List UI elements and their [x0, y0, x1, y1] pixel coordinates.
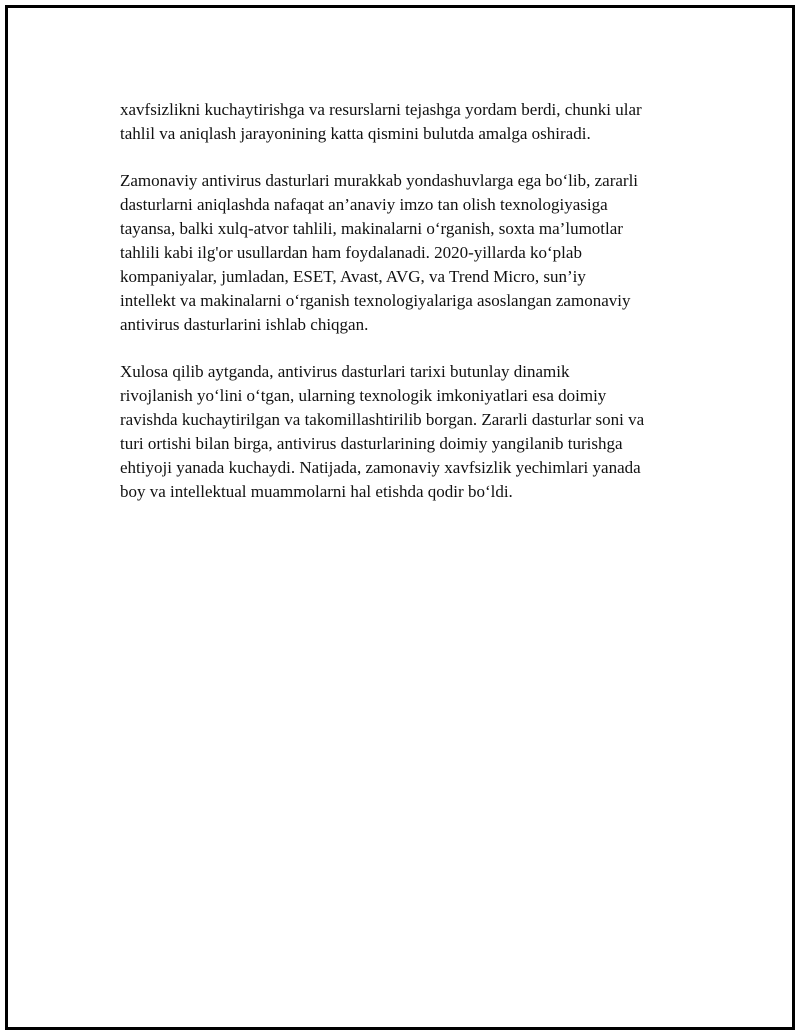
- text-line: boy va intellektual muammolarni hal etishda qodir bo‘ldi.: [120, 482, 513, 501]
- paragraph-2: [120, 169, 700, 337]
- text-line: antivirus dasturlarini ishlab chiqgan.: [120, 315, 369, 334]
- text-line: tayansa, balki xulq-atvor tahlili, makinalarni o‘rganish, soxta ma’lumotlar: [120, 219, 623, 238]
- text-line: dasturlarni aniqlashda nafaqat an’anaviy imzo tan olish texnologiyasiga: [120, 195, 608, 214]
- text-line: Xulosa qilib aytganda, antivirus dasturlari tarixi butunlay dinamik: [120, 362, 570, 381]
- text-line: ravishda kuchaytirilgan va takomillashtirilib borgan. Zararli dasturlar soni va: [120, 410, 645, 429]
- page-border: [5, 5, 795, 1030]
- text-line: tahlil va aniqlash jarayonining katta qismini bulutda amalga oshiradi.: [120, 124, 591, 143]
- text-line: rivojlanish yo‘lini o‘tgan, ularning texnologik imkoniyatlari esa doimiy: [120, 386, 607, 405]
- text-line: xavfsizlikni kuchaytirishga va resurslarni tejashga yordam berdi, chunki ular: [120, 100, 642, 119]
- text-line: turi ortishi bilan birga, antivirus dasturlarining doimiy yangilanib turishga: [120, 434, 623, 453]
- text-line: tahlili kabi ilg'or usullardan ham foydalanadi. 2020-yillarda ko‘plab: [120, 243, 582, 262]
- text-line: kompaniyalar, jumladan, ESET, Avast, AVG, va Trend Micro, sun’iy: [120, 267, 586, 286]
- paragraph-1: [120, 98, 700, 146]
- text-line: ehtiyoji yanada kuchaydi. Natijada, zamonaviy xavfsizlik yechimlari yanada: [120, 458, 641, 477]
- text-line: Zamonaviy antivirus dasturlari murakkab yondashuvlarga ega bo‘lib, zararli: [120, 171, 639, 190]
- text-line: intellekt va makinalarni o‘rganish texnologiyalariga asoslangan zamonaviy: [120, 291, 631, 310]
- paragraph-3: [120, 360, 700, 504]
- document-body: [120, 98, 700, 527]
